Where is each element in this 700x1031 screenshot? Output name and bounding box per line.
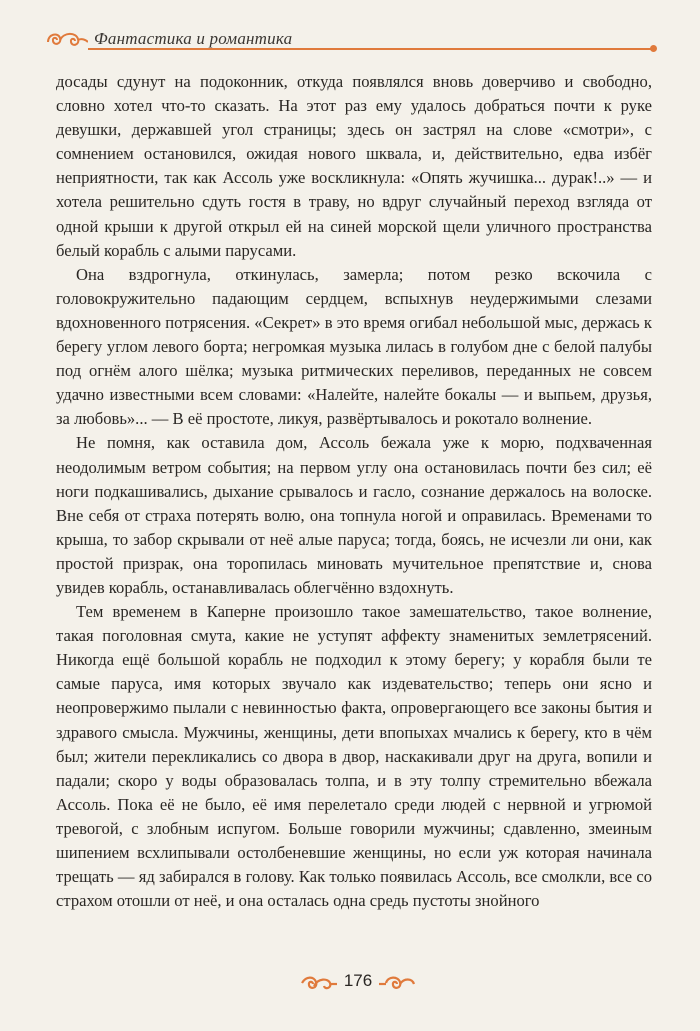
section-title: Фантастика и романтика bbox=[94, 29, 293, 48]
header-dot-ornament bbox=[650, 45, 657, 52]
page-footer bbox=[300, 968, 440, 998]
swirl-ornament-right-icon bbox=[378, 972, 416, 994]
paragraph: досады сдунут на подоконник, откуда появлялся вновь доверчиво и свободно, словно хотел что-то сказать. На этот раз ему удалось добраться почти к руке девушки, державшей угол страницы; здесь он застрял на слове «смотри», с сомнением остановился, ожидая нового шквала, и, действительно, едва избёг неприятности, так как Ассоль уже воскликнула: «Опять жучишка... дурак!..» — и хотела решительно сдуть гостя в траву, но вдруг случайный переход взгляда от одной крыши к другой открыл ей на синей морской щели уличного пространства белый корабль с алыми парусами. bbox=[56, 72, 652, 260]
paragraph: Тем временем в Каперне произошло такое замешательство, такое волнение, такая поголовная смута, какие не уступят аффекту знаменитых землетрясений. Никогда ещё большой корабль не подходил к этому берегу; у корабля были те самые паруса, имя которых звучало как издевательство; теперь они ясно и неопровержимо пылали с невинностью факта, опровергающего все законы бытия и здравого смысла. Мужчины, женщины, дети впопыхах мчались к берегу, кто в чём был; жители перекликались со двора в двор, наскакивали друг на друга, вопили и падали; скоро у воды образовалась толпа, и в эту толпу стремительно вбежала Ассоль. Пока её не было, её имя перелетало среди людей с нервной и угрюмой тревогой, с злобным испугом. Больше говорили мужчины; сдавленно, змеиным шипением всхлипывали остолбеневшие женщины, но если уж которая начинала трещать — яд забирался в голову. Как только появилась Ассоль, все смолкли, все со страхом отошли от неё, и она осталась одна средь пустоты знойного bbox=[56, 602, 652, 911]
paragraph: Не помня, как оставила дом, Ассоль бежала уже к морю, подхваченная неодолимым ветром события; на первом углу она остановилась почти без сил; её ноги подкашивались, дыхание срывалось и гасло, сознание держалось на волоске. Вне себя от страха потерять волю, она топнула ногой и оправилась. Временами то крыша, то забор скрывали от неё алые паруса; тогда, боясь, не исчезли ли они, как простой призрак, она торопилась миновать мучительное препятствие и, снова увидев корабль, останавливалась облегчённо вздохнуть. bbox=[56, 433, 652, 597]
page-number: 176 bbox=[343, 971, 373, 990]
swirl-ornament-left-icon bbox=[300, 972, 338, 994]
paragraph: Она вздрогнула, откинулась, замерла; потом резко вскочила с головокружительно падающим сердцем, вспыхнув неудержимыми слезами вдохновенного потрясения. «Секрет» в это время огибал небольшой мыс, держась к берегу углом левого борта; негромкая музыка лилась в голубом дне с белой палубы под огнём алого шёлка; музыка ритмических переливов, переданных не совсем удачно известными всем словами: «Налейте, налейте бокалы — и выпьем, друзья, за любовь»... — В её простоте, ликуя, развёртывалось и рокотало волнение. bbox=[56, 264, 652, 429]
running-header bbox=[44, 26, 656, 52]
header-divider bbox=[88, 48, 654, 50]
page-body bbox=[56, 70, 652, 913]
swirl-ornament-icon bbox=[44, 28, 88, 50]
